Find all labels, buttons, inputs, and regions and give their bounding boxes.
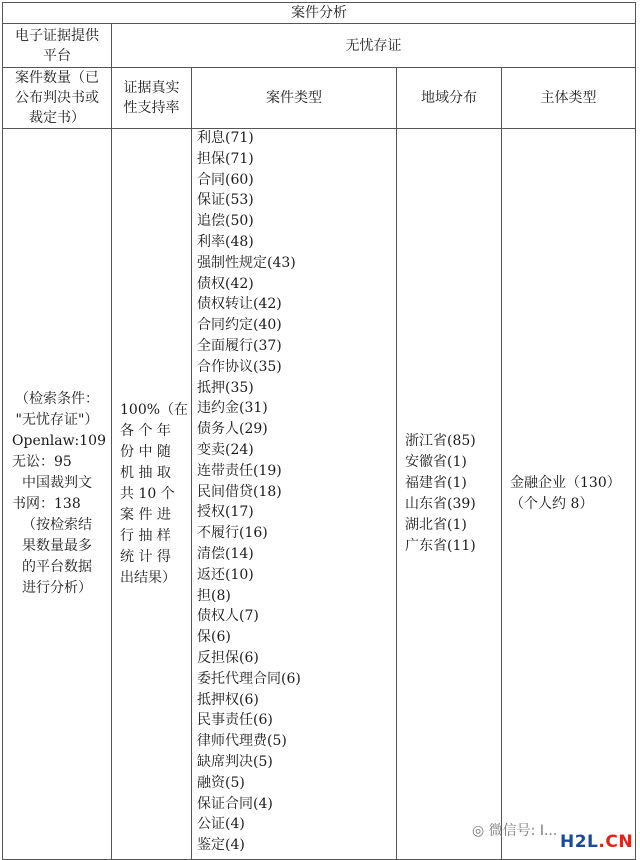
- case-count-line: 的平台数据: [22, 559, 92, 575]
- authenticity-line: 份 中 随: [120, 443, 171, 460]
- case-type-item: 不履行(16): [197, 525, 268, 542]
- authenticity-line: 机 抽 取: [120, 464, 171, 481]
- case-count-line: 无讼：95: [12, 454, 72, 470]
- watermark-text: 微信号: I...: [488, 823, 558, 839]
- case-count-line: （按检索结: [22, 517, 92, 533]
- case-count-line: 果数量最多: [22, 538, 92, 554]
- case-type-list: [197, 128, 301, 856]
- case-type-item: 缺席判决(5): [197, 753, 273, 770]
- header-subject: 主体类型: [501, 67, 636, 129]
- region-item: 福建省(1): [405, 475, 467, 491]
- case-type-item: 抵押权(6): [197, 691, 259, 708]
- authenticity-line: 出结果）: [120, 569, 176, 586]
- case-type-item: 追偿(50): [197, 213, 254, 230]
- case-type-item: 融资(5): [197, 774, 245, 791]
- case-type-item: 律师代理费(5): [197, 733, 287, 750]
- authenticity-line: 行 抽 样: [120, 527, 171, 544]
- case-type-item: 保证合同(4): [197, 795, 273, 812]
- case-type-item: 担(8): [197, 587, 231, 604]
- region-item: 湖北省(1): [405, 517, 467, 533]
- subject-line: 金融企业（130）: [510, 475, 621, 491]
- case-type-item: 全面履行(37): [197, 337, 282, 354]
- header-region: 地域分布: [396, 67, 502, 129]
- case-type-item: 反担保(6): [197, 649, 259, 666]
- authenticity-line: 共 10 个: [120, 485, 175, 502]
- case-count-cell: [2, 128, 112, 860]
- case-type-item: 债权人(7): [197, 608, 259, 625]
- region-item: 浙江省(85): [405, 433, 476, 449]
- case-type-item: 清偿(14): [197, 545, 254, 562]
- subject-line: （个人约 8）: [510, 496, 594, 512]
- region-item: 广东省(11): [405, 538, 476, 554]
- case-type-item: 连带责任(19): [197, 462, 282, 479]
- case-type-item: 债权(42): [197, 275, 254, 292]
- case-count-line: 中国裁判文: [22, 475, 92, 491]
- case-count-line: Openlaw:109: [12, 433, 106, 449]
- logo-main: H2L: [560, 832, 599, 852]
- case-type-item: 合同(60): [197, 171, 254, 188]
- case-type-item: 民间借贷(18): [197, 483, 282, 500]
- header-case-count: 案件数量（已公布判决书或裁定书）: [2, 67, 112, 129]
- case-type-item: 抵押(35): [197, 379, 254, 396]
- authenticity-line: 各 个 年: [120, 422, 171, 439]
- case-type-item: 利息(71): [197, 130, 254, 146]
- subject-cell: [501, 128, 636, 860]
- case-type-item: 授权(17): [197, 504, 254, 521]
- case-type-item: 民事责任(6): [197, 712, 273, 729]
- platform-label: 电子证据提供平台: [2, 23, 112, 68]
- case-analysis-table: [2, 2, 636, 860]
- case-type-item: 保(6): [197, 629, 231, 646]
- header-authenticity: 证据真实性支持率: [111, 67, 192, 129]
- case-type-item: 债权转让(42): [197, 296, 282, 313]
- wechat-icon: ◎: [472, 823, 485, 839]
- header-case-type: 案件类型: [191, 67, 397, 129]
- wechat-watermark: [472, 820, 557, 840]
- case-type-item: 保证(53): [197, 192, 254, 209]
- case-type-item: 公证(4): [197, 816, 245, 833]
- case-count-line: 书网：138: [12, 496, 81, 512]
- case-type-item: 变卖(24): [197, 441, 254, 458]
- platform-value: 无忧存证: [111, 23, 636, 68]
- case-type-item: 担保(71): [197, 150, 254, 167]
- region-item: 山东省(39): [405, 496, 476, 512]
- case-type-item: 违约金(31): [197, 400, 268, 417]
- case-type-item: 鉴定(4): [197, 837, 245, 854]
- case-type-item: 返还(10): [197, 566, 254, 583]
- case-count-line: "无忧存证"）: [15, 412, 99, 428]
- authenticity-line: 100%（在: [120, 401, 189, 418]
- region-cell: [396, 128, 502, 860]
- case-count-line: 进行分析）: [22, 580, 92, 596]
- case-type-item: 委托代理合同(6): [197, 670, 301, 687]
- case-count-line: （检索条件：: [15, 391, 99, 407]
- region-item: 安徽省(1): [405, 454, 467, 470]
- case-type-item: 合作协议(35): [197, 358, 282, 375]
- authenticity-line: 案 件 进: [120, 506, 171, 523]
- case-type-item: 利率(48): [197, 233, 254, 250]
- table-title: 案件分析: [2, 2, 636, 24]
- authenticity-cell: [111, 128, 192, 860]
- site-logo: [560, 832, 633, 852]
- logo-suffix: .CN: [598, 832, 634, 852]
- authenticity-line: 统 计 得: [120, 548, 171, 565]
- case-type-item: 强制性规定(43): [197, 254, 296, 271]
- case-type-item: 合同约定(40): [197, 317, 282, 334]
- case-type-item: 债务人(29): [197, 421, 268, 438]
